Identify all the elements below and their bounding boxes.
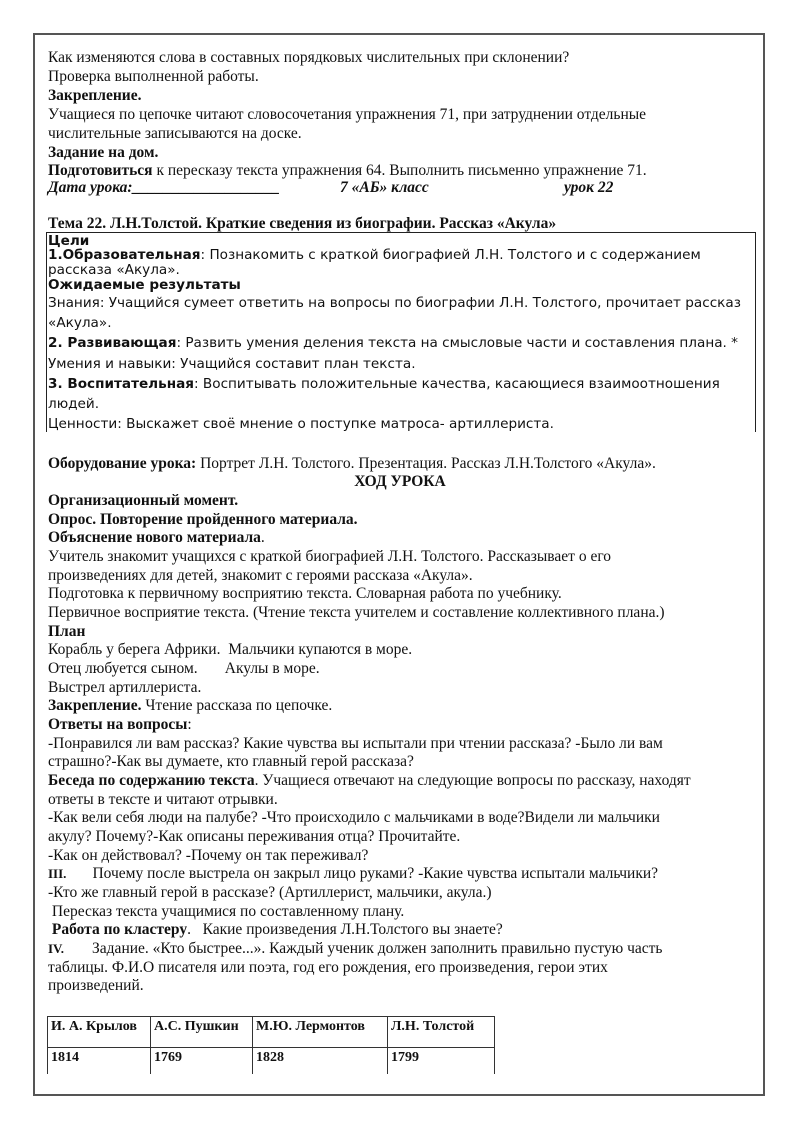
- table-cell: 1828: [253, 1048, 388, 1075]
- text-line: Ценности: Выскажет своё мнение о поступке матроса- артиллериста.: [48, 416, 554, 432]
- question-line: III. Почему после выстрела он закрыл лицо руками? -Какие чувства испытали мальчики?: [48, 865, 659, 882]
- section-heading: Организационный момент.: [48, 492, 239, 509]
- table-header-cell: А.С. Пушкин: [151, 1017, 253, 1048]
- table-cell: 1799: [388, 1048, 495, 1075]
- course-title: ХОД УРОКА: [354, 473, 446, 490]
- homework-line: Подготовиться к пересказу текста упражнения 64. Выполнить письменно упражнение 71.: [48, 162, 647, 179]
- table-header-cell: И. А. Крылов: [48, 1017, 151, 1048]
- text-line: числительные записываются на доске.: [48, 125, 302, 142]
- plan-item: Корабль у берега Африки. Мальчики купаются в море.: [48, 641, 413, 658]
- section-heading: Объяснение нового материала.: [48, 529, 265, 546]
- answers-heading: Ответы на вопросы:: [48, 716, 192, 733]
- text-line: Учитель знакомит учащихся с краткой биографией Л.Н. Толстого. Рассказывает о его: [48, 548, 612, 565]
- question-line: -Как он действовал? -Почему он так переживал?: [48, 847, 369, 864]
- question-line: акулу? Почему?-Как описаны переживания отца? Прочитайте.: [48, 828, 461, 845]
- text-line: Проверка выполненной работы.: [48, 68, 259, 85]
- plan-heading: План: [48, 623, 86, 640]
- question-line: -Как вели себя люди на палубе? -Что происходило с мальчиками в воде?Видели ли мальчики: [48, 809, 660, 826]
- text-line: произведениях для детей, знакомит с героями рассказа «Акула».: [48, 567, 473, 584]
- plan-item: Выстрел артиллериста.: [48, 679, 202, 696]
- text-line: Умения и навыки: Учащийся составит план текста.: [48, 356, 416, 372]
- text-line: Подготовка к первичному восприятию текста. Словарная работа по учебнику.: [48, 585, 562, 602]
- table-header-row: [48, 1017, 495, 1048]
- section-heading: Задание на дом.: [48, 144, 159, 161]
- text-line: Первичное восприятие текста. (Чтение текста учителем и составление коллективного плана.): [48, 604, 665, 621]
- table-header-cell: М.Ю. Лермонтов: [253, 1017, 388, 1048]
- question-line: -Кто же главный герой в рассказе? (Артиллерист, мальчики, акула.): [48, 884, 492, 901]
- writers-table: [47, 1016, 495, 1074]
- equipment-line: Оборудование урока: Портрет Л.Н. Толстого. Презентация. Рассказ Л.Н.Толстого «Акула».: [48, 455, 656, 472]
- section-heading: Закрепление.: [48, 87, 142, 104]
- date-label: Дата урока:___________________: [48, 179, 280, 196]
- fix-line: Закрепление. Чтение рассказа по цепочке.: [48, 697, 333, 714]
- goals-title: Цели: [48, 233, 90, 249]
- talk-line: Беседа по содержанию текста. Учащиеся отвечают на следующие вопросы по рассказу, находят: [48, 772, 691, 789]
- text-line: людей.: [48, 396, 100, 412]
- class-label: 7 «АБ» класс: [340, 179, 429, 196]
- cluster-line: Работа по кластеру. Какие произведения Л.Н.Толстого вы знаете?: [48, 921, 503, 938]
- section-heading: Опрос. Повторение пройденного материала.: [48, 511, 358, 528]
- expected-results: Ожидаемые результаты: [48, 277, 241, 293]
- goal-educational: 1.Образовательная: Познакомить с краткой биографией Л.Н. Толстого и с содержанием: [48, 247, 701, 263]
- text-line: рассказа «Акула».: [48, 262, 180, 278]
- text-line: Учащиеся по цепочке читают словосочетания упражнения 71, при затруднении отдельные: [48, 106, 647, 123]
- question-line: страшно?-Как вы думаете, кто главный герой рассказа?: [48, 753, 414, 770]
- text-line: Как изменяются слова в составных порядковых числительных при склонении?: [48, 49, 570, 66]
- plan-item: Отец любуется сыном. Акулы в море.: [48, 660, 320, 677]
- table-header-cell: Л.Н. Толстой: [388, 1017, 495, 1048]
- goal-developing: 2. Развивающая: Развить умения деления текста на смысловые части и составления плана. *: [48, 335, 738, 351]
- topic-title: Тема 22. Л.Н.Толстой. Краткие сведения из биографии. Рассказ «Акула»: [48, 215, 557, 232]
- question-line: -Понравился ли вам рассказ? Какие чувства вы испытали при чтении рассказа? -Было ли вам: [48, 735, 663, 752]
- task-line: IV. Задание. «Кто быстрее...». Каждый ученик должен заполнить правильно пустую часть: [48, 940, 663, 957]
- table-row: [48, 1048, 495, 1075]
- text-line: Пересказ текста учащимися по составленному плану.: [48, 903, 405, 920]
- table-cell: 1814: [48, 1048, 151, 1075]
- text-line: произведений.: [48, 977, 144, 994]
- goal-upbringing: 3. Воспитательная: Воспитывать положительные качества, касающиеся взаимоотношения: [48, 376, 720, 392]
- text-line: таблицы. Ф.И.О писателя или поэта, год его рождения, его произведения, герои этих: [48, 959, 608, 976]
- table-cell: 1769: [151, 1048, 253, 1075]
- text-line: «Акула».: [48, 315, 112, 331]
- text-line: ответы в тексте и читают отрывки.: [48, 791, 278, 808]
- lesson-label: урок 22: [564, 179, 614, 196]
- text-line: Знания: Учащийся сумеет ответить на вопросы по биографии Л.Н. Толстого, прочитает рассказ: [48, 295, 741, 311]
